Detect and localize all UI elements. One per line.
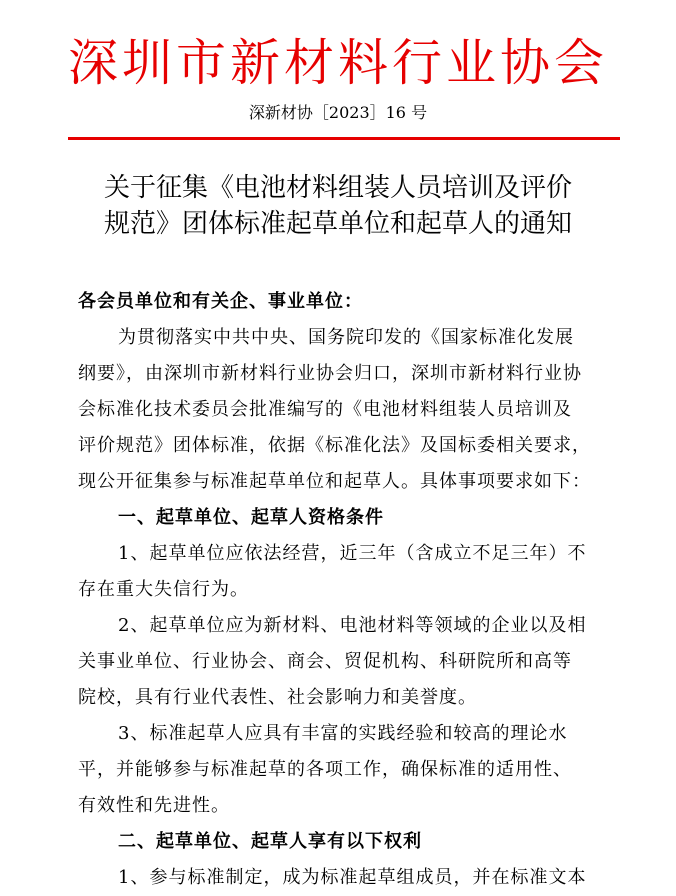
notice-title-line: 关于征集《电池材料组装人员培训及评价 [103,173,572,203]
body-line: 1、参与标准制定，成为标准起草组成员，并在标准文本 [118,867,587,888]
section-heading: 一、起草单位、起草人资格条件 [118,507,384,528]
org-name-heading: 深圳市新材料行业协会 [68,34,608,92]
document-number: 深新材协［2023］16 号 [248,103,428,122]
body-line: 院校，具有行业代表性、社会影响力和美誉度。 [78,687,477,708]
salutation: 各会员单位和有关企、事业单位： [78,291,363,312]
body-line: 会标准化技术委员会批准编写的《电池材料组装人员培训及 [78,399,572,420]
notice-title-line: 规范》团体标准起草单位和起草人的通知 [103,209,572,239]
body-line: 2、起草单位应为新材料、电池材料等领域的企业以及相 [118,615,587,636]
body-line: 现公开征集参与标准起草单位和起草人。具体事项要求如下： [78,471,591,492]
body-line: 1、起草单位应依法经营，近三年（含成立不足三年）不 [118,543,587,564]
body-line: 纲要》，由深圳市新材料行业协会归口，深圳市新材料行业协 [78,363,582,384]
body-line: 存在重大失信行为。 [78,579,249,600]
notice-title [0,170,676,242]
body-line: 关事业单位、行业协会、商会、贸促机构、科研院所和高等 [78,651,572,672]
body-line: 评价规范》团体标准，依据《标准化法》及国标委相关要求， [78,435,591,456]
section-heading: 二、起草单位、起草人享有以下权利 [118,831,422,852]
body-line: 有效性和先进性。 [78,795,230,816]
red-divider [68,137,620,140]
document-body [78,284,638,896]
body-line: 平，并能够参与标准起草的各项工作，确保标准的适用性、 [78,759,572,780]
body-line: 3、标准起草人应具有丰富的实践经验和较高的理论水 [118,723,568,744]
body-line: 为贯彻落实中共中央、国务院印发的《国家标准化发展 [118,327,574,348]
